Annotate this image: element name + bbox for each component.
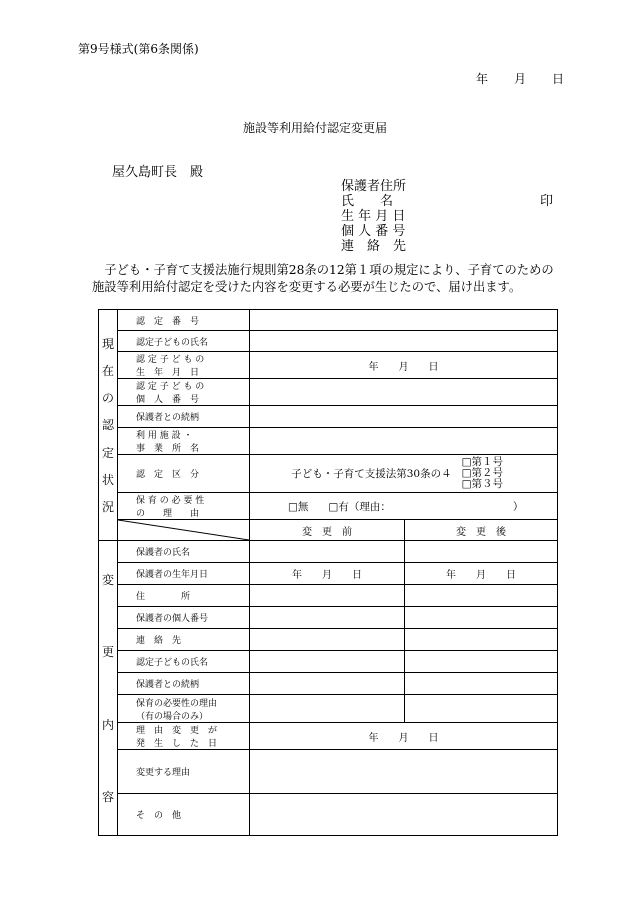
need-reason-label: 保 育 の 必 要 性 の 理 由 <box>118 493 250 520</box>
category-option-1[interactable]: □第１号 <box>461 456 503 468</box>
category-label: 認 定 区 分 <box>118 455 250 493</box>
change-content-side-label: 変 更 内 容 <box>99 541 118 836</box>
address-label: 住 所 <box>118 585 250 607</box>
current-status-side-label: 現 在 の 認 定 状 況 <box>99 310 118 541</box>
need-yes-checkbox[interactable]: □有（理由： <box>328 500 391 513</box>
relation-field[interactable] <box>250 406 558 428</box>
form-title: 施設等利用給付認定変更届 <box>242 121 387 135</box>
change-need-reason-before[interactable] <box>250 695 405 723</box>
change-child-name-before[interactable] <box>250 651 405 673</box>
change-relation-after[interactable] <box>405 673 558 695</box>
date-year: 年 <box>476 72 489 86</box>
other-label: そ の 他 <box>118 794 250 836</box>
contact-before[interactable] <box>250 629 405 651</box>
child-id-field[interactable] <box>250 379 558 406</box>
need-none-checkbox[interactable]: □無 <box>288 500 309 513</box>
contact-label: 連 絡 先 <box>118 629 250 651</box>
date-month: 月 <box>514 72 527 86</box>
child-birth-label: 認 定 子 ど も の 生 年 月 日 <box>118 352 250 379</box>
change-reason-field[interactable] <box>250 750 558 794</box>
guardian-name-label: 保護者の氏名 <box>118 541 250 563</box>
change-reason-label: 変更する理由 <box>118 750 250 794</box>
address-before[interactable] <box>250 585 405 607</box>
category-option-3[interactable]: □第３号 <box>461 478 503 490</box>
before-header: 変 更 前 <box>250 520 405 541</box>
change-relation-label: 保護者との続柄 <box>118 673 250 695</box>
guardian-name-before[interactable] <box>250 541 405 563</box>
guardian-birth-before[interactable]: 年 月 日 <box>250 563 405 585</box>
relation-label: 保護者との続柄 <box>118 406 250 428</box>
diagonal-line <box>118 520 249 540</box>
change-relation-before[interactable] <box>250 673 405 695</box>
seal-mark: 印 <box>540 194 554 209</box>
child-name-label: 認定子どもの氏名 <box>118 331 250 352</box>
change-form-table <box>98 309 558 836</box>
applicant-contact-label: 連 絡 先 <box>341 239 407 254</box>
guardian-birth-label: 保護者の生年月日 <box>118 563 250 585</box>
category-field <box>250 455 558 493</box>
guardian-id-label: 保護者の個人番号 <box>118 607 250 629</box>
cert-number-field[interactable] <box>250 310 558 331</box>
applicant-id-label: 個 人 番 号 <box>341 224 406 239</box>
change-need-reason-after[interactable] <box>405 695 558 723</box>
change-child-name-label: 認定子どもの氏名 <box>118 651 250 673</box>
contact-after[interactable] <box>405 629 558 651</box>
guardian-id-after[interactable] <box>405 607 558 629</box>
applicant-birth-label: 生 年 月 日 <box>341 209 406 224</box>
intro-paragraph: 子ども・子育て支援法施行規則第28条の12第１項の規定により、子育てのための施設等利用給付認定を受けた内容を変更する必要が生じたので、届け出ます。 <box>92 263 554 294</box>
category-law: 子ども・子育て支援法第30条の４ <box>291 468 452 480</box>
diagonal-header-cell <box>118 520 250 541</box>
guardian-id-before[interactable] <box>250 607 405 629</box>
need-reason-field <box>250 493 558 520</box>
guardian-birth-after[interactable]: 年 月 日 <box>405 563 558 585</box>
category-option-2[interactable]: □第２号 <box>461 467 503 479</box>
occurred-date-label: 理 由 変 更 が 発 生 し た 日 <box>118 723 250 750</box>
applicant-name-label: 氏 名 <box>341 194 394 209</box>
form-number: 第9号様式(第6条関係) <box>78 42 199 56</box>
occurred-date-field[interactable]: 年 月 日 <box>250 723 558 750</box>
facility-label: 利 用 施 設 ・ 事 業 所 名 <box>118 428 250 455</box>
child-birth-field[interactable]: 年 月 日 <box>250 352 558 379</box>
other-field[interactable] <box>250 794 558 836</box>
applicant-address-label: 保護者住所 <box>341 179 407 194</box>
facility-field[interactable] <box>250 428 558 455</box>
guardian-name-after[interactable] <box>405 541 558 563</box>
after-header: 変 更 後 <box>405 520 558 541</box>
cert-number-label: 認 定 番 号 <box>118 310 250 331</box>
need-close-paren: ） <box>512 500 524 513</box>
addressee: 屋久島町長 殿 <box>112 165 204 180</box>
change-child-name-after[interactable] <box>405 651 558 673</box>
address-after[interactable] <box>405 585 558 607</box>
change-need-reason-label: 保育の必要性の理由 （有の場合のみ） <box>118 695 250 723</box>
submission-date <box>476 70 564 87</box>
child-id-label: 認 定 子 ど も の 個 人 番 号 <box>118 379 250 406</box>
date-day: 日 <box>552 72 565 86</box>
child-name-field[interactable] <box>250 331 558 352</box>
